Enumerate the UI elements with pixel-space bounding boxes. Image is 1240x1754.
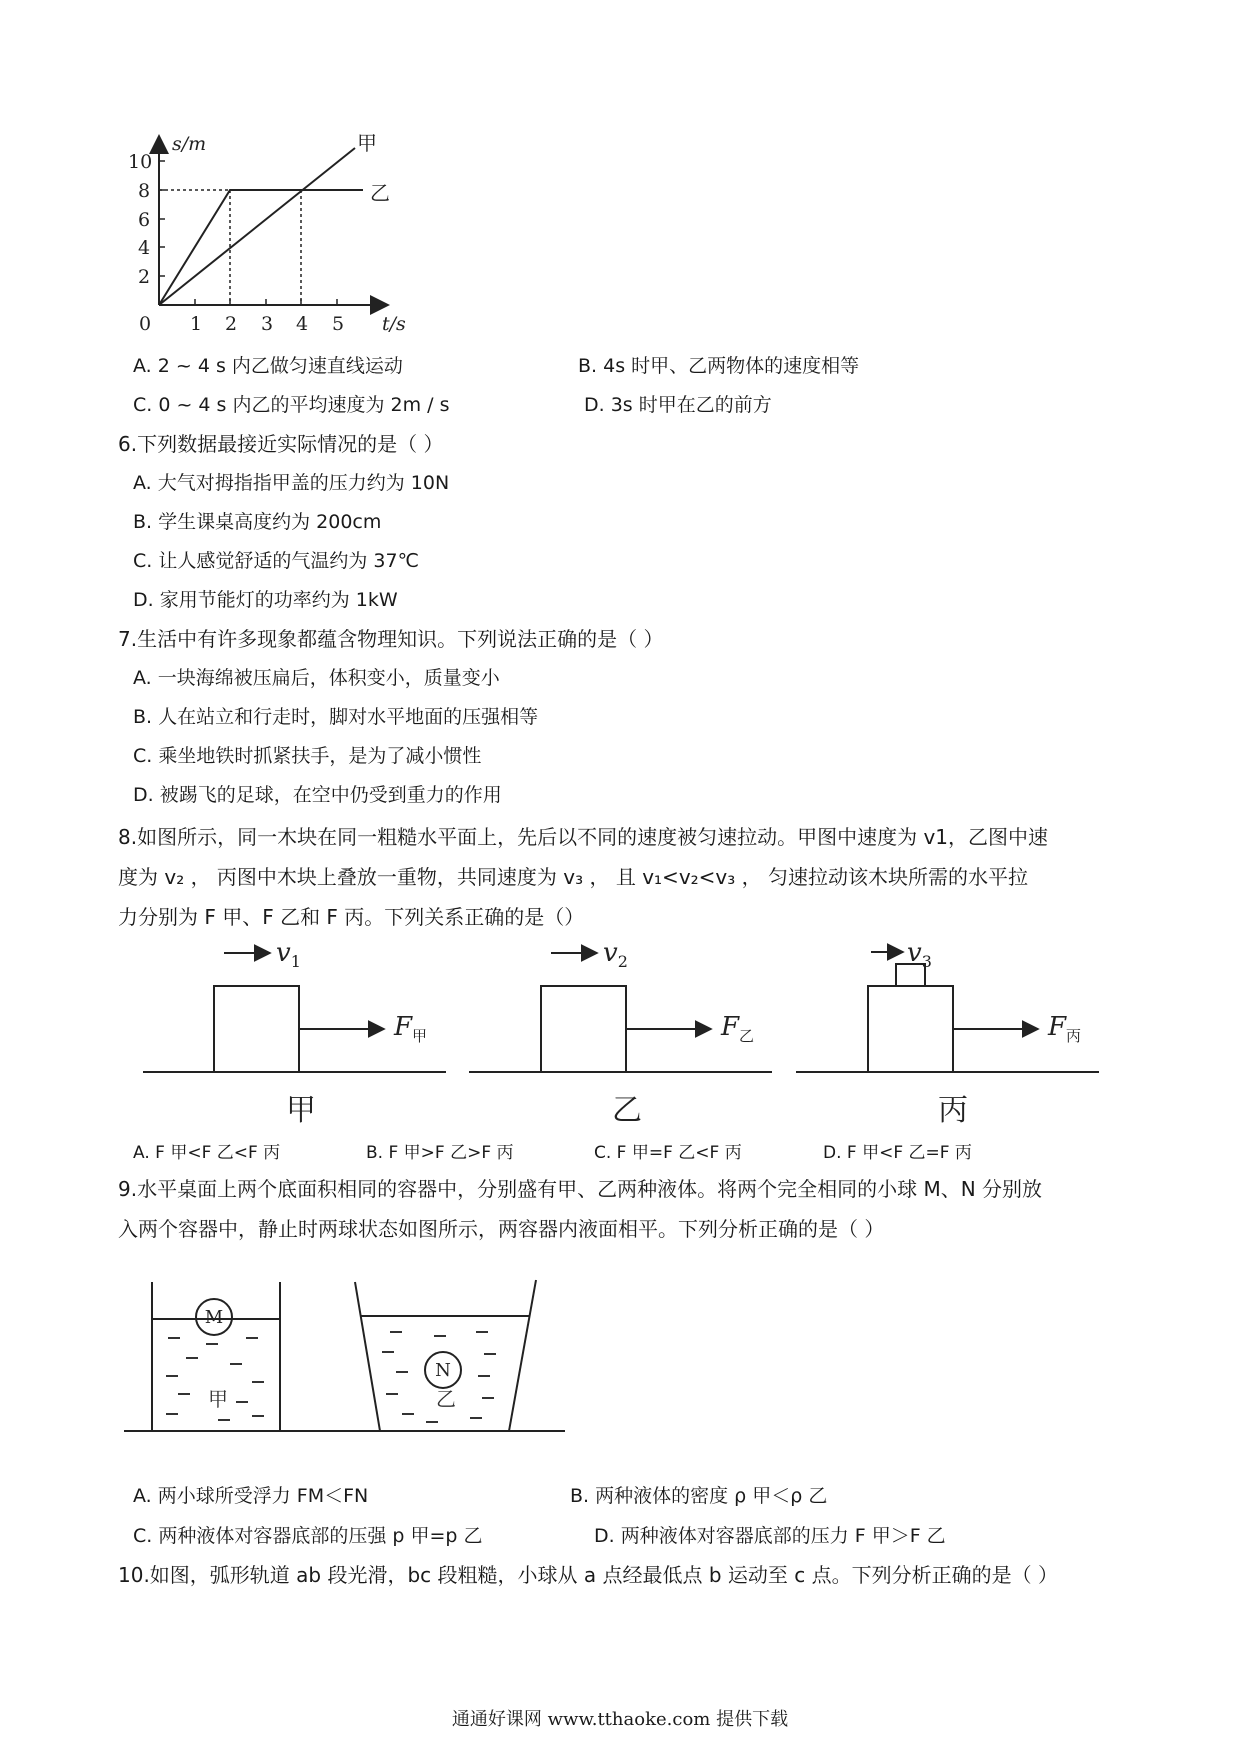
q9-containers (0, 1270, 1240, 1450)
motion-graph (0, 0, 1240, 340)
q7-option-c: C. 乘坐地铁时抓紧扶手，是为了减小惯性 (133, 745, 482, 767)
figure-caption: 乙 (612, 1093, 642, 1128)
q7-option-d: D. 被踢飞的足球，在空中仍受到重力的作用 (133, 784, 502, 806)
x-tick: 2 (225, 313, 238, 335)
svg-text:F丙: $F_丙$ (1048, 1012, 1082, 1045)
q5-option-b: B. 4s 时甲、乙两物体的速度相等 (578, 355, 860, 377)
q5-option-c: C. 0 ~ 4 s 内乙的平均速度为 2m / s (133, 394, 450, 416)
q6-stem: 6.下列数据最接近实际情况的是（ ） (118, 432, 444, 456)
q9-option-d: D. 两种液体对容器底部的压力 F 甲＞F 乙 (594, 1525, 946, 1547)
q8-figures (0, 935, 1240, 1135)
q9-stem-line: 入两个容器中，静止时两球状态如图所示，两容器内液面相平。下列分析正确的是（ ） (118, 1217, 885, 1241)
y-tick: 10 (128, 151, 153, 173)
line-jia (159, 148, 355, 305)
q6-option-b: B. 学生课桌高度约为 200cm (133, 511, 382, 533)
q9-stem-line: 9.水平桌面上两个底面积相同的容器中，分别盛有甲、乙两种液体。将两个完全相同的小球 M、N 分别放 (118, 1177, 1043, 1201)
q8-stem-line: 力分别为 F 甲、F 乙和 F 丙。下列关系正确的是（） (118, 905, 585, 929)
q6-option-c: C. 让人感觉舒适的气温约为 37℃ (133, 550, 419, 572)
y-tick: 4 (138, 237, 151, 259)
q9-option-b: B. 两种液体的密度 ρ 甲＜ρ 乙 (570, 1485, 828, 1507)
block-yi (541, 986, 626, 1072)
x-axis-label: t/s (382, 313, 406, 335)
q7-stem: 7.生活中有许多现象都蕴含物理知识。下列说法正确的是（ ） (118, 627, 664, 651)
series-label-jia: 甲 (357, 131, 377, 155)
x-tick: 5 (332, 313, 345, 335)
q5-option-d: D. 3s 时甲在乙的前方 (584, 394, 772, 416)
svg-text:v3: $v_3$ (907, 938, 932, 971)
q6-option-a: A. 大气对拇指指甲盖的压力约为 10N (133, 472, 450, 494)
svg-text:v2: $v_2$ (603, 938, 628, 971)
svg-text:v1: $v_1$ (276, 938, 301, 971)
liquid-label-yi: 乙 (436, 1387, 456, 1411)
force-label: F (721, 1012, 740, 1042)
svg-text:F乙: $F_乙$ (721, 1012, 755, 1045)
force-label: F (394, 1012, 413, 1042)
ball-m-label: M (204, 1307, 224, 1328)
block-jia (214, 986, 299, 1072)
velocity-label: v (276, 938, 291, 968)
y-tick: 6 (138, 209, 151, 231)
y-axis-label: s/m (172, 133, 207, 155)
q9-option-a: A. 两小球所受浮力 FM＜FN (133, 1485, 369, 1507)
velocity-label: v (907, 938, 922, 968)
page-footer: 通通好课网 www.tthaoke.com 提供下载 (451, 1709, 789, 1730)
q8-option-d: D. F 甲<F 乙=F 丙 (823, 1143, 972, 1163)
q7-option-b: B. 人在站立和行走时，脚对水平地面的压强相等 (133, 706, 539, 728)
series-label-yi: 乙 (370, 181, 390, 205)
q5-option-a: A. 2 ~ 4 s 内乙做匀速直线运动 (133, 355, 403, 377)
figure-caption: 丙 (938, 1093, 968, 1128)
q8-stem-line: 度为 v₂ ， 丙图中木块上叠放一重物，共同速度为 v₃ ， 且 v₁<v₂<v₃ ， 匀速拉动该木块所需的水平拉 (118, 865, 1028, 889)
force-label: F (1048, 1012, 1067, 1042)
figure-caption: 甲 (286, 1093, 316, 1128)
q7-option-a: A. 一块海绵被压扁后，体积变小，质量变小 (133, 667, 500, 689)
q6-option-d: D. 家用节能灯的功率约为 1kW (133, 589, 398, 611)
y-tick: 2 (138, 266, 151, 288)
q8-option-c: C. F 甲=F 乙<F 丙 (594, 1143, 742, 1163)
ball-n-label: N (435, 1360, 451, 1381)
liquid-label-jia: 甲 (208, 1387, 228, 1411)
x-tick: 3 (261, 313, 274, 335)
line-yi (159, 190, 363, 305)
svg-text:F甲: $F_甲$ (394, 1012, 428, 1045)
y-tick: 8 (138, 180, 151, 202)
x-tick: 4 (296, 313, 309, 335)
q8-stem-line: 8.如图所示，同一木块在同一粗糙水平面上，先后以不同的速度被匀速拉动。甲图中速度为 v1，乙图中速 (118, 825, 1048, 849)
q9-option-c: C. 两种液体对容器底部的压强 p 甲=p 乙 (133, 1525, 483, 1547)
x-tick: 1 (190, 313, 203, 335)
q10-stem: 10.如图，弧形轨道 ab 段光滑，bc 段粗糙，小球从 a 点经最低点 b 运动至 c 点。下列分析正确的是（ ） (118, 1563, 1058, 1587)
q8-option-a: A. F 甲<F 乙<F 丙 (133, 1143, 281, 1163)
block-bing (868, 986, 953, 1072)
velocity-label: v (603, 938, 618, 968)
x-tick: 0 (139, 313, 152, 335)
q8-option-b: B. F 甲>F 乙>F 丙 (366, 1143, 514, 1163)
